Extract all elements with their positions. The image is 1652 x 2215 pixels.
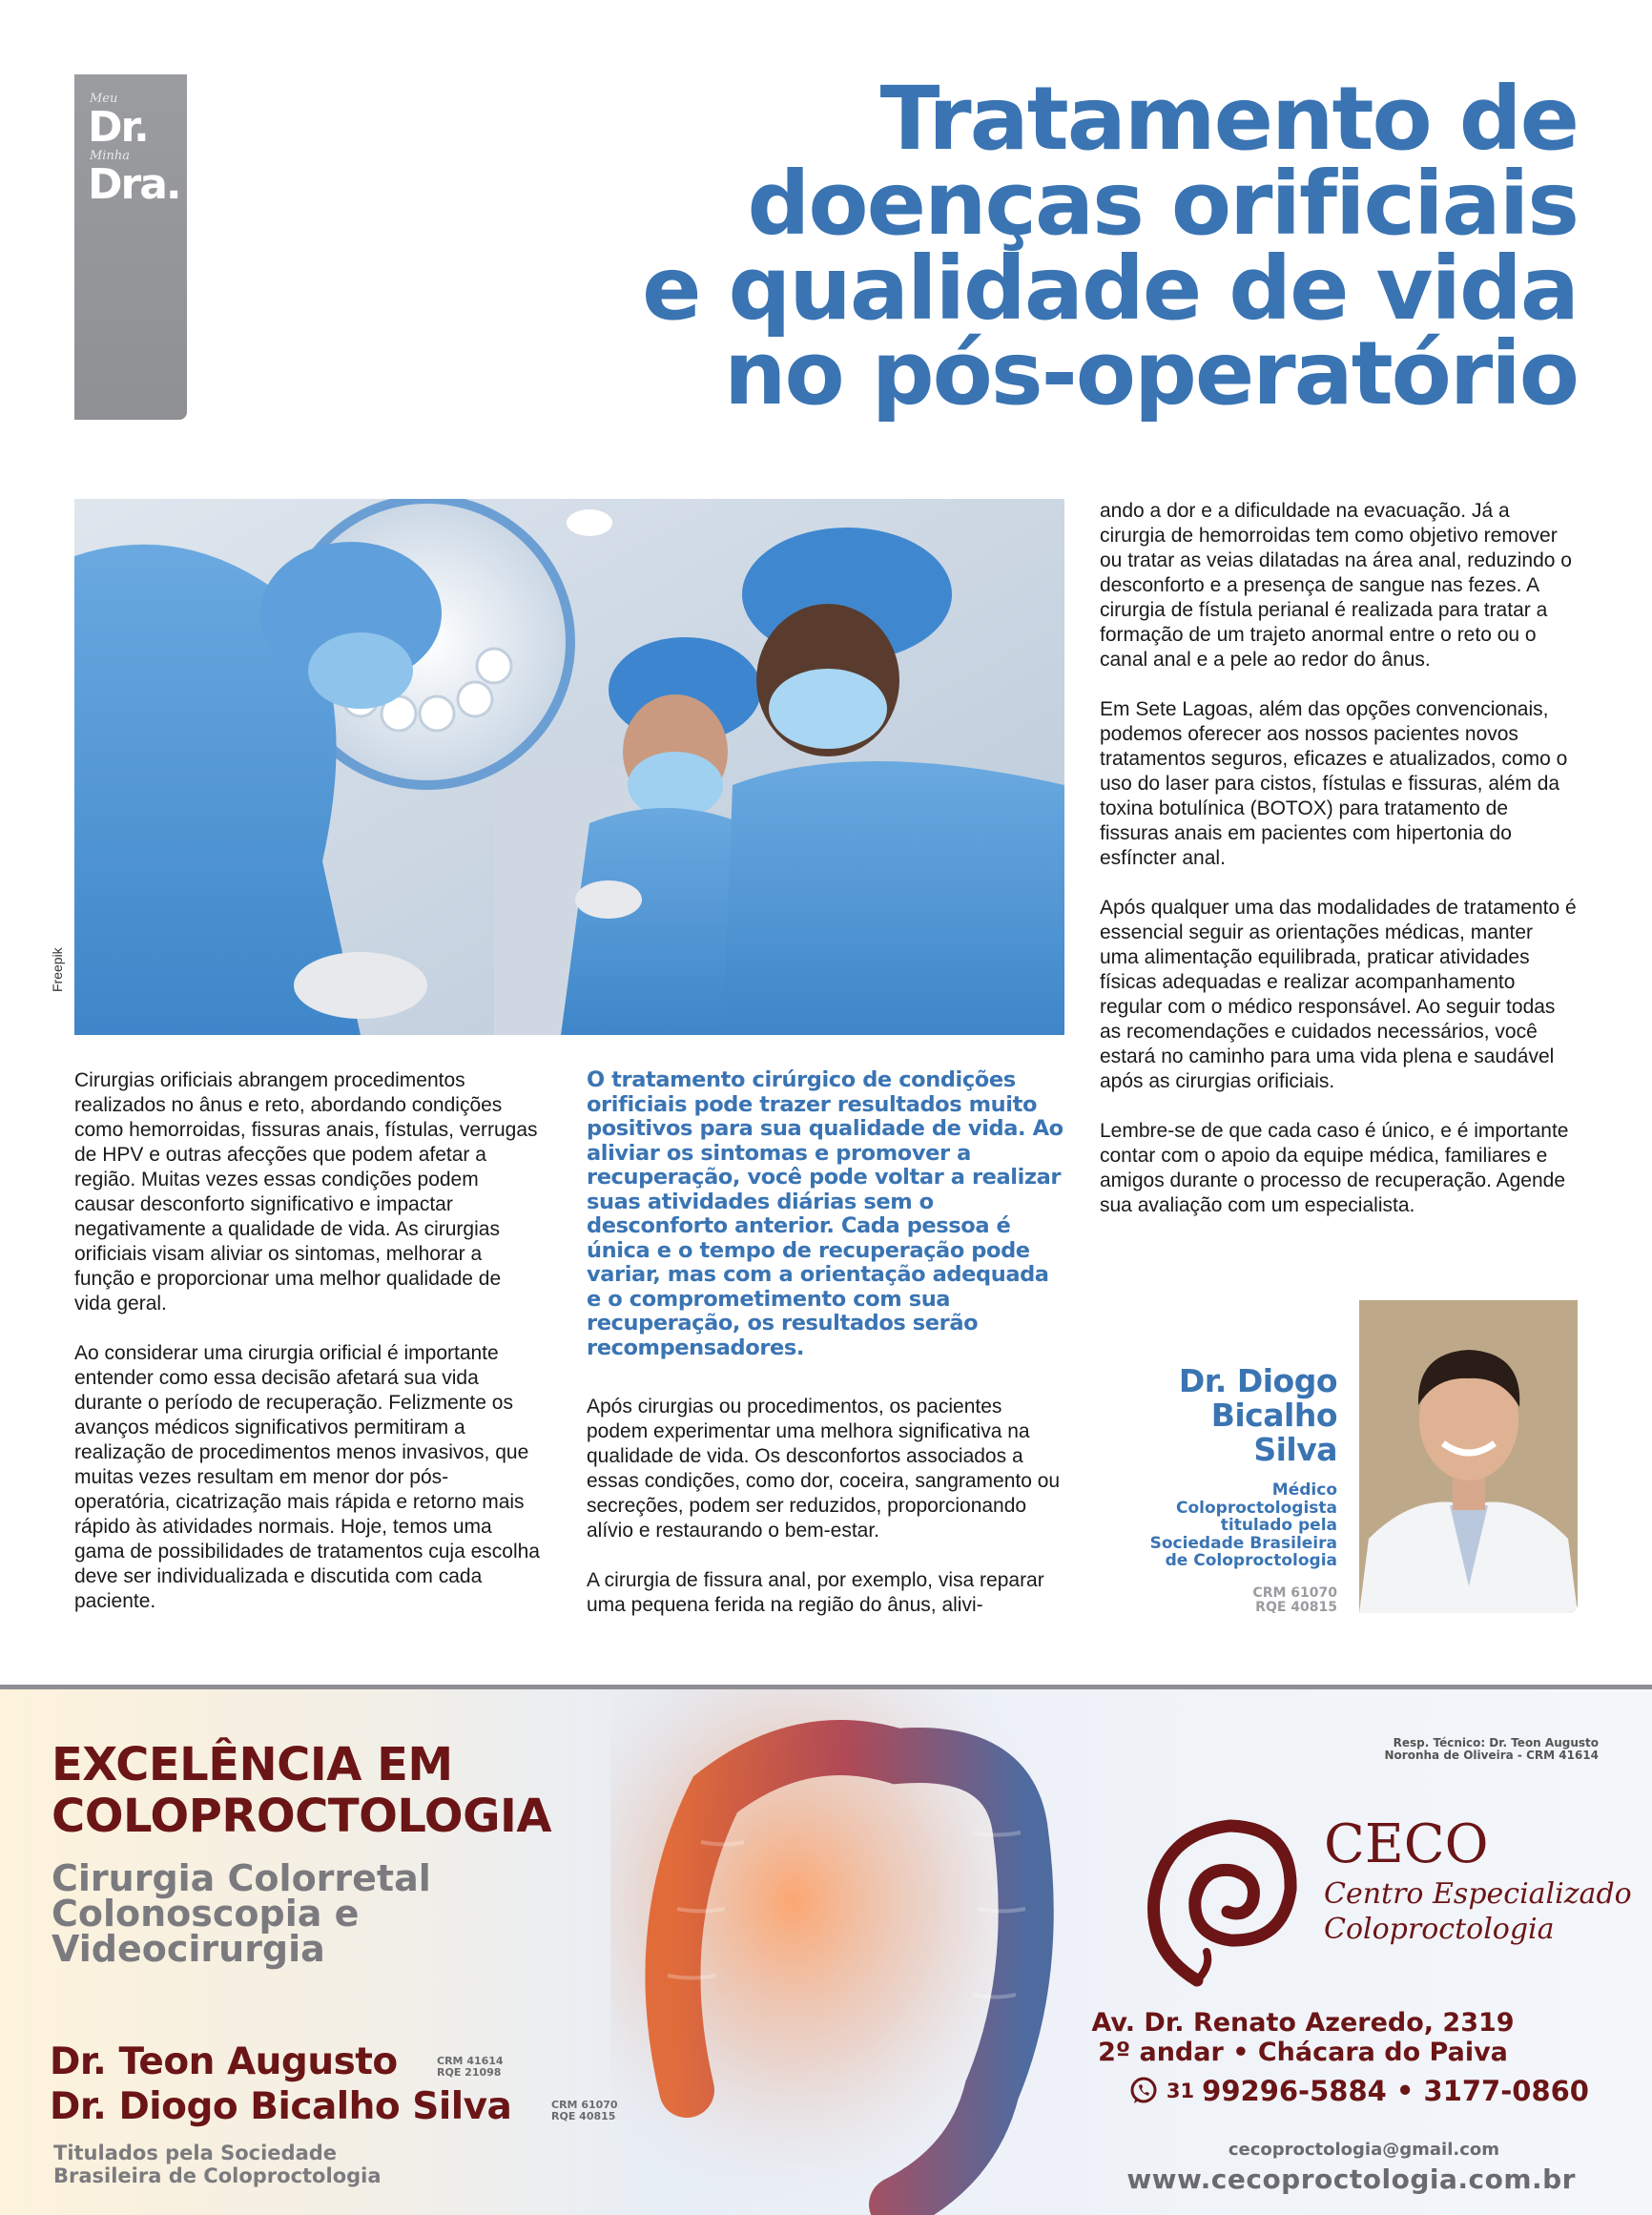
ad-services [52,1857,431,1970]
ceco-brand-subtitle [1324,1876,1632,1947]
logo-word-dr: Dr. [88,103,148,152]
magazine-section-logo [74,74,187,420]
ad-doctor-2-name: Dr. Diogo Bicalho Silva [50,2085,512,2128]
ad-technical-responsible [1385,1737,1599,1762]
author-role-line: Médico [1271,1480,1337,1500]
whatsapp-icon [1128,2076,1159,2106]
article-paragraph: Após cirurgias ou procedimentos, os pacientes podem experimentar uma melhora significativa na qualidade de vida. Os desconfortos associados a essas condições, como dor, coceira, sangramento ou secreções, podem ser reduzidos, proporcionando alívio e restaurando o bem-estar. [587,1396,1061,1542]
ad-phone[interactable] [1128,2075,1589,2107]
author-role-line: Sociedade Brasileira [1149,1533,1337,1553]
ad-phone-numbers: 99296-5884 • 3177-0860 [1202,2075,1589,2107]
author-role-line: Coloproctologista [1176,1498,1337,1518]
ad-doctor-1-name: Dr. Teon Augusto [50,2040,398,2083]
ad-resp-line: Noronha de Oliveira - CRM 41614 [1384,1749,1599,1762]
ad-website[interactable]: www.cecoproctologia.com.br [1126,2163,1576,2195]
logo-script-minha: Minha [90,149,130,163]
logo-word-dra: Dra. [88,160,180,209]
ad-doctor-2-rqe: RQE 40815 [551,2110,616,2122]
article-paragraph: Após qualquer uma das modalidades de tratamento é essencial seguir as orientações médicas, manter uma alimentação equilibrada, praticar atividades físicas adequadas e realizar acompanhamento regular com o médico responsável. Ao seguir todas as recomendações e cuidados necessários, você estará no caminho para uma vida plena e saudável após as cirurgias orificiais. [1100,897,1577,1092]
article-paragraph: Lembre-se de que cada caso é único, e é importante contar com o apoio da equipe médica, familiares e amigos durante o processo de recuperação. Agende sua avaliação com um especialista. [1100,1120,1569,1216]
ad-address-line: 2º andar • Chácara do Paiva [1098,2038,1508,2067]
ad-doctor-2-crm: CRM 61070 [551,2099,618,2111]
ceco-subtitle-line: Centro Especializado [1324,1877,1632,1911]
article-paragraph: Cirurgias orificiais abrangem procedimentos realizados no ânus e reto, abordando condições como hemorroidas, fissuras anais, fístulas, verrugas de HPV e outras afecções que podem afetar a região. Muitas vezes essas condições podem causar desconforto significativo e impactar negativamente a qualidade de vida. As cirurgias orificiais visam aliviar os sintomas, melhorar a função e proporcionar uma melhor qualidade de vida geral. [74,1069,538,1315]
article-paragraph: ando a dor e a dificuldade na evacuação. Já a cirurgia de hemorroidas tem como objetivo remover ou tratar as veias dilatadas na área anal, reduzindo o desconforto e a presença de sangue nas fezes. A cirurgia de fístula perianal é realizada para tratar a formação de um trajeto anormal entre o reto ou o canal anal e a pele ao redor do ânus. [1100,500,1572,671]
photo-credit: Freepik [50,947,65,992]
ad-service-item: Cirurgia Colorretal [52,1857,431,1899]
ceco-subtitle-line: Coloproctologia [1324,1913,1555,1946]
ad-service-item: Colonoscopia e [52,1893,360,1935]
ceco-advertisement [0,1685,1652,2215]
ad-headline-line: COLOPROCTOLOGIA [52,1790,552,1843]
ad-doctor-1-registration [437,2056,504,2079]
ad-address-line: Av. Dr. Renato Azeredo, 2319 [1091,2008,1515,2038]
title-line: doenças orificiais [747,153,1578,255]
surgery-illustration [74,499,1064,1035]
author-rqe: RQE 40815 [1255,1600,1337,1615]
ceco-spiral-logo-icon [1140,1809,1302,1990]
colon-illustration [610,1689,1068,2215]
author-registration [1089,1586,1337,1615]
author-name-line: Silva [1253,1431,1337,1468]
ad-headline [52,1739,551,1842]
ad-resp-line: Resp. Técnico: Dr. Teon Augusto [1393,1736,1599,1749]
ad-headline-line: EXCELÊNCIA EM [52,1738,453,1791]
author-portrait [1359,1300,1578,1613]
article-column-3 [1100,499,1577,1243]
ad-doctor-1-rqe: RQE 21098 [437,2066,502,2079]
article-paragraph: Ao considerar uma cirurgia orificial é importante entender como essa decisão afetará sua vida durante o período de recuperação. Felizmente os avanços médicos significativos permitiram a realização de procedimentos menos invasivos, que muitas vezes resultam em menor dor pós-operatória, cicatrização mais rápida e retorno mais rápido às atividades normais. Hoje, temos uma gama de possibilidades de tratamentos cuja escolha deve ser individualizada e discutida com cada paciente. [74,1342,540,1612]
ad-titled-note [53,2142,382,2187]
author-portrait-illustration [1359,1300,1578,1613]
logo-script-meu: Meu [90,92,118,106]
author-crm: CRM 61070 [1252,1585,1337,1601]
author-role-line: de Coloproctologia [1165,1551,1337,1570]
pull-quote: O tratamento cirúrgico de condições orificiais pode trazer resultados muito positivos para sua qualidade de vida. Ao aliviar os sintomas e promover a recuperação, você pode voltar a realizar suas atividades diárias sem o desconforto anterior. Cada pessoa é única e o tempo de recuperação pode variar, mas com a orientação adequada e o comprometimento com sua recuperação, os resultados serão recompensadores. [587,1067,1063,1360]
ad-address [1036,2008,1570,2067]
article-paragraph: A cirurgia de fissura anal, por exemplo, visa reparar uma pequena ferida na região do ânus, alivi- [587,1569,1044,1616]
author-name [1089,1364,1337,1467]
author-role [1089,1481,1337,1570]
ad-service-item: Videocirurgia [52,1928,325,1970]
author-name-line: Dr. Diogo [1178,1362,1337,1399]
ad-email[interactable]: cecoproctologia@gmail.com [1228,2140,1499,2160]
author-name-line: Bicalho [1210,1397,1337,1434]
ad-doctor-2-registration [551,2100,618,2122]
article-title [528,68,1578,424]
article-column-1 [74,1068,542,1639]
ad-titled-line: Brasileira de Coloproctologia [53,2164,382,2187]
article-column-2 [587,1395,1063,1643]
title-line: no pós-operatório [724,322,1578,424]
article-paragraph: Em Sete Lagoas, além das opções convencionais, podemos oferecer aos nossos pacientes novos tratamentos seguros, eficazes e atualizados, como o uso do laser para cistos, fístulas e fissuras, além da toxina botulínica (BOTOX) para tratamento de fissuras anais em pacientes com hipertonia do esfíncter anal. [1100,698,1568,869]
author-role-line: titulado pela [1220,1516,1337,1535]
ad-phone-ddd: 31 [1166,2080,1195,2102]
title-line: e qualidade de vida [642,238,1578,340]
ad-doctor-1-crm: CRM 41614 [437,2055,504,2067]
surgery-team-photo [74,499,1064,1035]
ad-titled-line: Titulados pela Sociedade [53,2142,338,2164]
ceco-brand-name: CECO [1324,1813,1489,1875]
title-line: Tratamento de [879,68,1578,170]
